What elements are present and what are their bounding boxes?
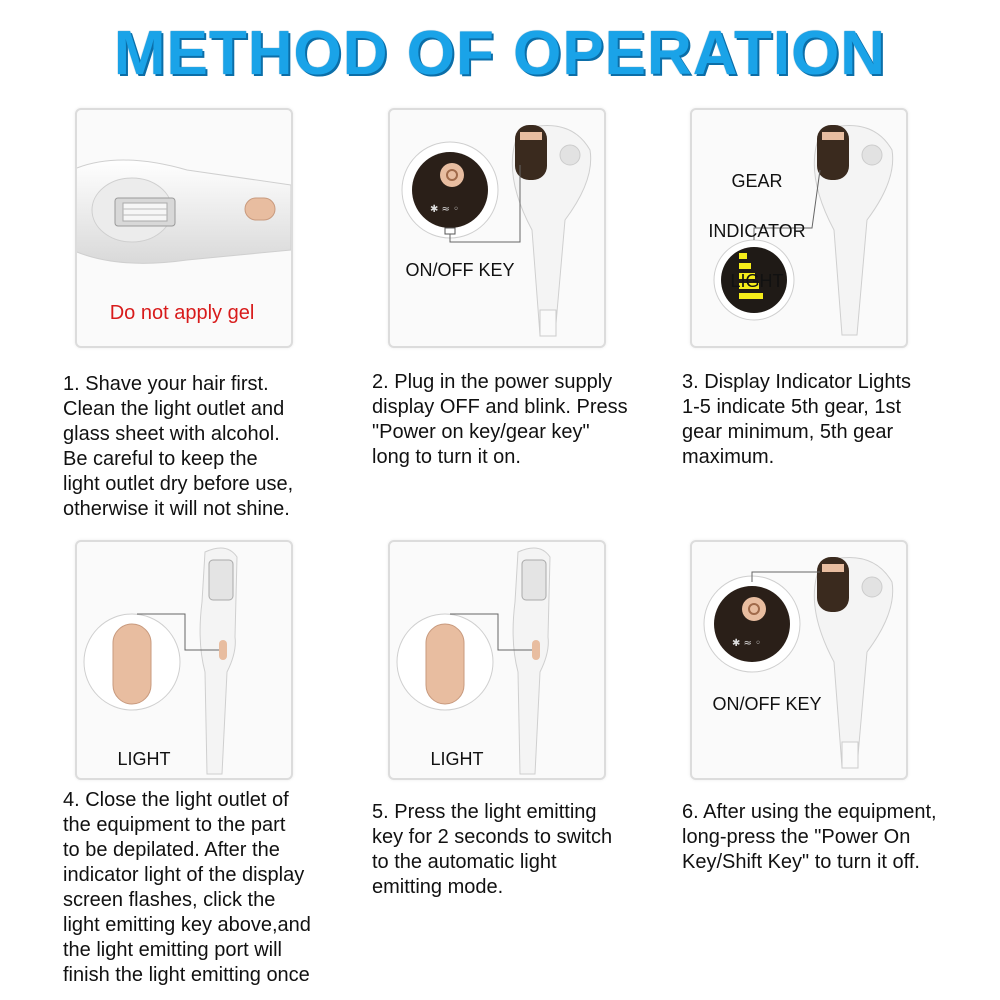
panel-power-off (690, 540, 908, 780)
gear-label-line2: INDICATOR (708, 221, 806, 241)
emit-key-label-line1: LIGHT (430, 749, 484, 769)
step-6-text: 6. After using the equipment, long-press the "Power On Key/Shift Key" to turn it off. (682, 801, 937, 873)
emit-key-label-line1: LIGHT (117, 749, 171, 769)
onoff-key-label: ON/OFF KEY (712, 694, 822, 714)
step-2-text: 2. Plug in the power supply display OFF and blink. Press "Power on key/gear key" long to turn it on. (372, 371, 628, 468)
onoff-key-label: ON/OFF KEY (405, 260, 515, 280)
step-5-text: 5. Press the light emitting key for 2 seconds to switch to the automatic light emitting mode. (372, 801, 613, 898)
panel-gear-indicator (690, 108, 908, 348)
panel-auto-emitting (388, 540, 606, 780)
step-1-text: 1. Shave your hair first. Clean the light outlet and glass sheet with alcohol. Be careful to keep the light outlet dry before use, otherwise it will not shine. (63, 373, 294, 520)
step-4-text: 4. Close the light outlet of the equipment to the part to be depilated. After the indicator light of the display screen flashes, click the light emitting key above,and the light emitting port will finish the light emitting once (63, 789, 311, 986)
page-title: METHOD OF OPERATION (113, 19, 887, 88)
panel-power-on (388, 108, 606, 348)
panel-shave (75, 108, 293, 348)
panel-light-emitting (75, 540, 293, 780)
gear-label-line1: GEAR (731, 171, 783, 191)
svg-text:✱ ≈ ◦: ✱ ≈ ◦ (430, 204, 460, 215)
device-poweroff-illustration (692, 542, 906, 778)
warning-text-line1: Do not apply gel (109, 302, 255, 324)
device-power-illustration (390, 110, 604, 346)
svg-text:✱ ≈ ◦: ✱ ≈ ◦ (732, 638, 762, 649)
gear-label-line3: LIGHT (730, 271, 784, 291)
step-3-text: 3. Display Indicator Lights 1-5 indicate 5th gear, 1st gear minimum, 5th gear maximum. (682, 371, 912, 468)
